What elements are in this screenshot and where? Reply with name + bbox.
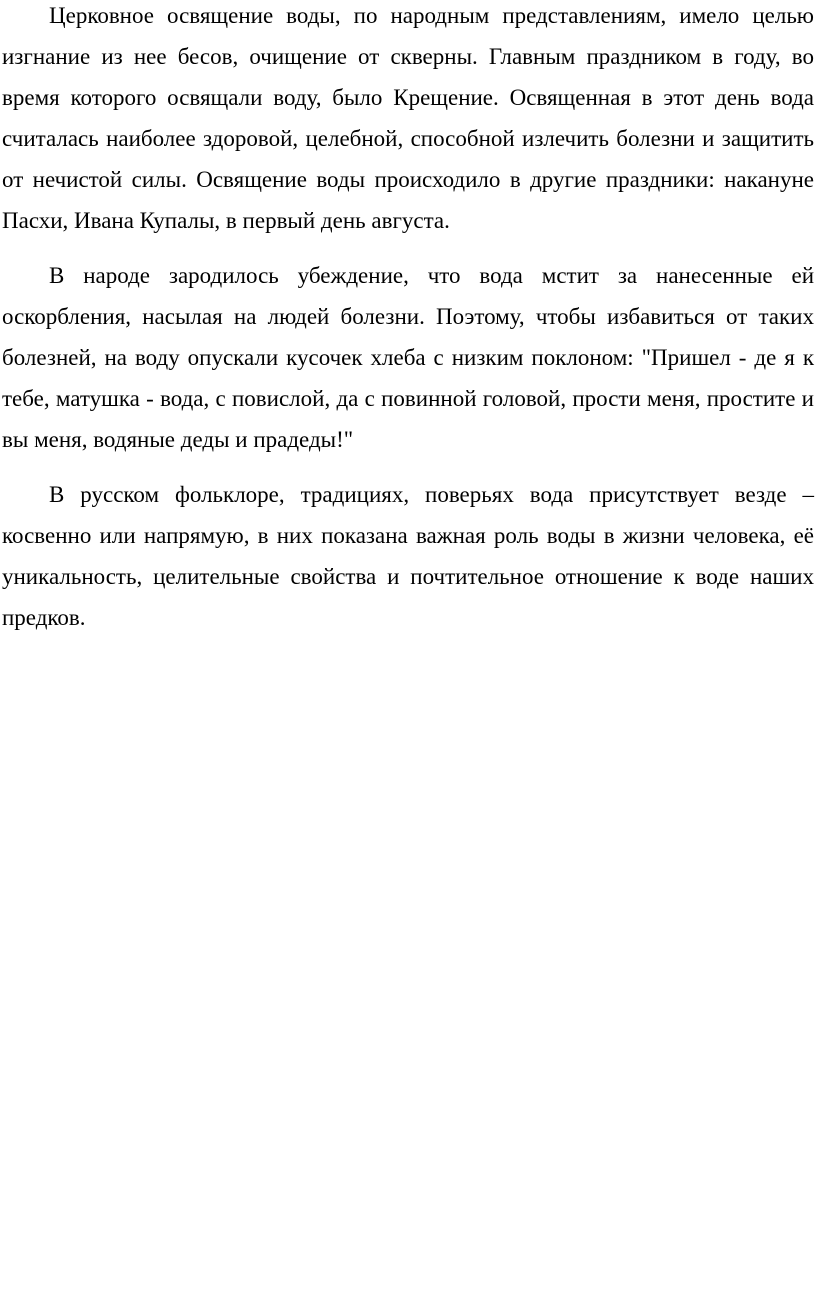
- document-body: [2, 0, 814, 638]
- paragraph-2: В народе зародилось убеждение, что вода мстит за нанесенные ей оскорбления, насылая на людей болезни. Поэтому, чтобы избавиться от таких болезней, на воду опускали кусочек хлеба с низким поклоном: "Пришел - де я к тебе, матушка - вода, с повислой, да с повинной головой, прости меня, простите и вы меня, водяные деды и прадеды!": [2, 263, 814, 452]
- paragraph-3: В русском фольклоре, традициях, поверьях вода присутствует везде – косвенно или напрямую, в них показана важная роль воды в жизни человека, её уникальность, целительные свойства и почтительное отношение к воде наших предков.: [2, 482, 814, 630]
- paragraph-1: Церковное освящение воды, по народным представлениям, имело целью изгнание из нее бесов, очищение от скверны. Главным праздником в году, во время которого освящали воду, было Крещение. Освященная в этот день вода считалась наиболее здоровой, целебной, способной излечить болезни и защитить от нечистой силы. Освящение воды происходило в другие праздники: накануне Пасхи, Ивана Купалы, в первый день августа.: [2, 3, 814, 233]
